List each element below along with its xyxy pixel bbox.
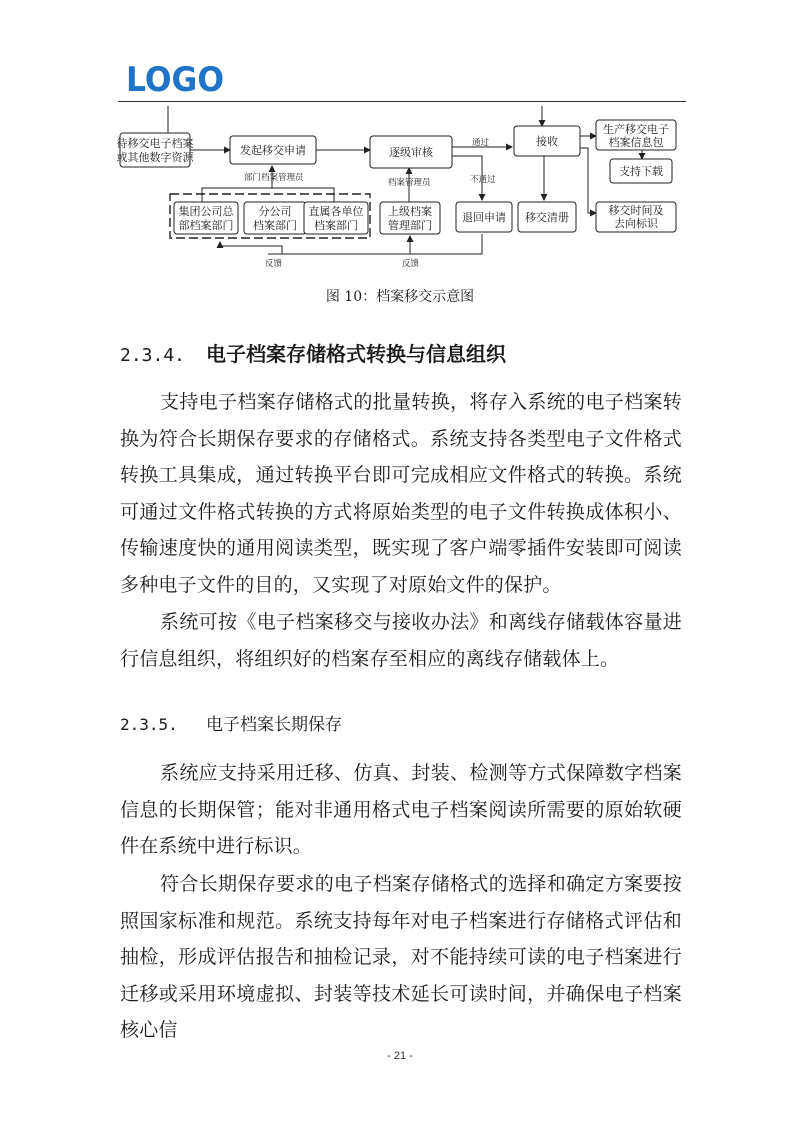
box-support: 支持下载 [619, 165, 663, 178]
label-archive-admin: 档案管理员 [388, 178, 431, 188]
box-group-line1: 集团公司总 [178, 205, 234, 218]
body-paragraph: 系统应支持采用迁移、仿真、封装、检测等方式保障数字档案信息的长期保管；能对非通用格式电子档案阅读所需要的原始软硬件在系统中进行标识。 [120, 762, 682, 857]
section-title: 电子档案存储格式转换与信息组织 [206, 342, 506, 366]
box-branch-line2: 档案部门 [253, 219, 297, 232]
box-upper-line1: 上级档案 [388, 205, 432, 218]
box-upper-line2: 管理部门 [388, 219, 432, 232]
logo-text: LOGO [126, 62, 224, 96]
box-package-line2: 档案信息包 [608, 136, 664, 149]
label-pass: 通过 [472, 138, 490, 148]
box-direct-line1: 直属各单位 [308, 205, 364, 218]
section-number: 2.3.4. [120, 345, 186, 366]
section-heading-2-3-5 [120, 710, 342, 735]
label-feedback-left: 反馈 [265, 259, 283, 269]
label-dept-admin: 部门档案管理员 [244, 173, 304, 183]
archive-transfer-diagram [110, 106, 690, 271]
box-package-line1: 生产移交电子 [603, 123, 669, 136]
body-paragraph: 支持电子档案存储格式的批量转换，将存入系统的电子档案转换为符合长期保存要求的存储格式。系统支持各类型电子文件格式转换工具集成，通过转换平台即可完成相应文件格式的转换。系统可通过文件格式转换的方式将原始类型的电子文件转换成体积小、传输速度快的通用阅读类型，既实现了客户端零插件安装即可阅读多种电子文件的目的，又实现了对原始文件的保护。 [120, 391, 682, 596]
section-number: 2.3.5. [120, 715, 178, 734]
box-review: 逐级审核 [389, 146, 433, 159]
box-pending-line2: 或其他数字资源 [116, 151, 194, 164]
box-receive: 接收 [536, 135, 558, 148]
box-list: 移交清册 [525, 211, 569, 224]
box-initiate: 发起移交申请 [240, 144, 306, 157]
label-feedback-right: 反馈 [402, 259, 420, 269]
box-direct-line2: 档案部门 [314, 219, 358, 232]
box-branch-line1: 分公司 [258, 205, 292, 218]
box-timeinfo-line1: 移交时间及 [608, 204, 664, 217]
section-heading-2-3-4 [120, 338, 506, 367]
section-title: 电子档案长期保存 [206, 715, 342, 735]
body-paragraph: 符合长期保存要求的电子档案存储格式的选择和确定方案要按照国家标准和规范。系统支持每年对电子档案进行存储格式评估和抽检，形成评估报告和抽检记录，对不能持续可读的电子档案进行迁移或采用环境虚拟、封装等技术延长可读时间，并确保电子档案核心信 [120, 873, 682, 1041]
company-logo [126, 62, 226, 96]
body-paragraph: 系统可按《电子档案移交与接收办法》和离线存储载体容量进行信息组织，将组织好的档案存至相应的离线存储载体上。 [120, 611, 682, 670]
figure-caption: 图 10：档案移交示意图 [325, 289, 475, 305]
box-return: 退回申请 [462, 211, 506, 224]
box-timeinfo-line2: 去向标识 [614, 217, 658, 230]
page-number: - 21 - [387, 1050, 413, 1062]
header-rule [118, 101, 686, 102]
box-pending-line1: 待移交电子档案 [116, 137, 194, 150]
label-fail: 不通过 [470, 175, 496, 185]
box-group-line2: 部档案部门 [178, 219, 234, 232]
